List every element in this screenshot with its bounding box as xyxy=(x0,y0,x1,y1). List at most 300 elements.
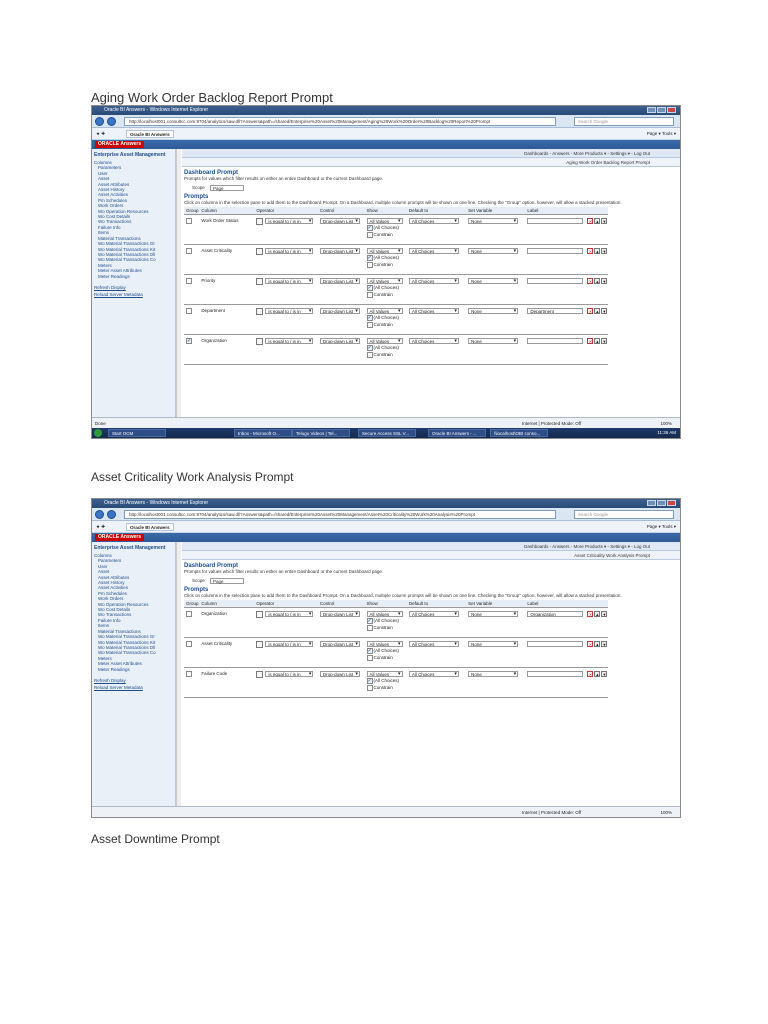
move-up-icon[interactable]: ▲ xyxy=(595,278,600,284)
default-cell xyxy=(407,304,466,334)
all-choices-option xyxy=(367,618,407,624)
operator-select[interactable]: is equal to / is in ▾ xyxy=(265,671,313,677)
control-select[interactable]: Drop-down List ▾ xyxy=(320,671,360,677)
set-variable-select[interactable]: None ▾ xyxy=(468,248,518,254)
all-choices-option xyxy=(367,285,407,291)
control-select[interactable]: Drop-down List ▾ xyxy=(320,278,360,284)
sidebar-folder-item[interactable]: Wo Operation Resources xyxy=(98,208,149,214)
constrain-checkbox[interactable] xyxy=(367,262,373,268)
control-cell xyxy=(318,304,365,334)
all-choices-checkbox[interactable] xyxy=(367,618,373,624)
zoom-level[interactable]: 100% xyxy=(660,421,672,426)
minimize-icon[interactable] xyxy=(647,500,656,506)
group-cell xyxy=(184,214,199,244)
delete-icon[interactable]: ✕ xyxy=(588,611,593,617)
page-tools-menu[interactable]: Page ▾ Tools ▾ xyxy=(646,524,676,529)
favorites-icon[interactable]: ★ ✚ xyxy=(96,131,106,136)
set-variable-cell xyxy=(466,637,525,667)
group-checkbox[interactable] xyxy=(186,278,192,284)
column-header: Column xyxy=(199,600,254,607)
label-cell xyxy=(525,637,608,667)
taskbar-item[interactable]: Inbox - Microsoft O... xyxy=(234,429,292,437)
label-cell xyxy=(525,244,608,274)
sidebar-folder-item[interactable]: Asset xyxy=(98,569,110,575)
delete-icon[interactable]: ✕ xyxy=(588,278,593,284)
show-select[interactable]: All Values ▾ xyxy=(367,641,403,647)
sidebar-folder-item[interactable]: Wo Material Transactions Dll xyxy=(98,251,156,257)
column-name: Asset Criticality xyxy=(201,247,233,253)
sidebar-folder-item[interactable]: Work Orders xyxy=(98,203,124,209)
maximize-icon[interactable] xyxy=(657,107,666,113)
show-select[interactable]: All Values ▾ xyxy=(367,248,403,254)
operator-select[interactable]: is equal to / is in ▾ xyxy=(265,308,313,314)
prompts-header-row xyxy=(184,600,608,607)
set-variable-select[interactable]: None ▾ xyxy=(468,308,518,314)
window-title-bar xyxy=(92,499,680,508)
sidebar-folder-item[interactable]: Material Transactions xyxy=(98,235,141,241)
move-down-icon[interactable]: ▼ xyxy=(602,278,607,284)
table-row xyxy=(184,607,608,637)
control-cell xyxy=(318,637,365,667)
control-cell xyxy=(318,667,365,697)
sidebar-folder-item[interactable]: Failure Info xyxy=(98,617,121,623)
obi-header xyxy=(92,140,680,149)
sidebar-folder-item[interactable]: Asset Activities xyxy=(98,192,129,198)
column-header: Group xyxy=(186,600,199,606)
constrain-checkbox[interactable] xyxy=(367,685,373,691)
column-header: Default to xyxy=(407,207,466,214)
delete-icon[interactable]: ✕ xyxy=(588,218,593,224)
search-input[interactable]: Search Google xyxy=(574,510,674,519)
sidebar-folder-item[interactable]: Wo Cost Details xyxy=(98,214,131,220)
table-row xyxy=(184,214,608,244)
close-icon[interactable] xyxy=(667,500,676,506)
column-name: Organization xyxy=(201,337,227,343)
heading-aging-work-order: Aging Work Order Backlog Report Prompt xyxy=(91,90,333,105)
obi-nav-links[interactable]: Dashboards - Answers - More Products ▾ - Settings ▾ - Log Out xyxy=(524,544,650,549)
move-up-icon[interactable]: ▲ xyxy=(595,641,600,647)
all-choices-label: (All Choices) xyxy=(373,314,400,320)
show-cell xyxy=(365,214,407,244)
prompts-header-row xyxy=(184,207,608,214)
sidebar-folder-item[interactable]: Asset Activities xyxy=(98,585,129,591)
maximize-icon[interactable] xyxy=(657,500,666,506)
set-variable-cell xyxy=(466,304,525,334)
formula-icon[interactable] xyxy=(256,218,263,225)
sidebar-folder-item[interactable]: Wo Material Transactions Co xyxy=(98,650,156,656)
operator-cell xyxy=(254,607,318,637)
constrain-option xyxy=(367,685,407,691)
refresh-display-link[interactable]: Refresh Display xyxy=(94,677,126,683)
show-select[interactable]: All Values ▾ xyxy=(367,218,403,224)
page-tools-menu[interactable]: Page ▾ Tools ▾ xyxy=(646,131,676,136)
show-select[interactable]: All Values ▾ xyxy=(367,671,403,677)
prompts-table xyxy=(184,600,608,698)
column-name: Department xyxy=(201,307,225,313)
sidebar-folder-item[interactable]: Wo Transactions xyxy=(98,612,132,618)
constrain-label: Constrain xyxy=(373,654,393,660)
dashboard-prompt-title: Dashboard Prompt xyxy=(184,563,239,569)
column-name: Asset Criticality xyxy=(201,640,233,646)
move-down-icon[interactable]: ▼ xyxy=(602,308,607,314)
operator-select[interactable]: is equal to / is in ▾ xyxy=(265,611,313,617)
all-choices-checkbox[interactable] xyxy=(367,648,373,654)
group-checkbox[interactable] xyxy=(186,641,192,647)
control-select[interactable]: Drop-down List ▾ xyxy=(320,338,360,344)
show-cell xyxy=(365,637,407,667)
start-button[interactable] xyxy=(94,429,102,437)
label-input[interactable]: Organization xyxy=(527,611,583,617)
all-choices-checkbox[interactable] xyxy=(367,315,373,321)
minimize-icon[interactable] xyxy=(647,107,656,113)
constrain-checkbox[interactable] xyxy=(367,655,373,661)
column-header: Set Variable xyxy=(466,600,525,607)
default-to-select[interactable]: All Choices ▾ xyxy=(409,671,459,677)
constrain-checkbox[interactable] xyxy=(367,625,373,631)
url-input[interactable]: http://localhost001.consultcc.com:9704/analytics/saw.dll?Answers&path=/shared/Enterprise%20Asset%20Management/Aging%20Work%20Order%20Backlog%20Report%20Prompt xyxy=(124,117,556,126)
all-choices-checkbox[interactable] xyxy=(367,225,373,231)
prompts-title: Prompts xyxy=(184,193,209,200)
taskbar-item[interactable]: Start OCM xyxy=(108,429,166,437)
operator-cell xyxy=(254,274,318,304)
all-choices-checkbox[interactable] xyxy=(367,345,373,351)
column-header: Show xyxy=(365,207,407,214)
sidebar-folder-item[interactable]: Pm Schedules xyxy=(98,197,128,203)
constrain-checkbox[interactable] xyxy=(367,232,373,238)
constrain-option xyxy=(367,625,407,631)
delete-icon[interactable]: ✕ xyxy=(588,248,593,254)
show-select[interactable]: All Values ▾ xyxy=(367,278,403,284)
move-down-icon[interactable]: ▼ xyxy=(602,248,607,254)
address-bar xyxy=(92,508,680,521)
show-cell xyxy=(365,304,407,334)
reload-metadata-link[interactable]: Reload Server Metadata xyxy=(94,292,143,298)
set-variable-select[interactable]: None ▾ xyxy=(468,641,518,647)
default-to-select[interactable]: All Choices ▾ xyxy=(409,218,459,224)
show-select[interactable]: All Values ▾ xyxy=(367,611,403,617)
taskbar-item[interactable]: Telugu Videos | Tel... xyxy=(292,429,350,437)
sidebar-folder-item[interactable]: Meter Asset Attributes xyxy=(98,661,142,667)
column-name: Organization xyxy=(201,610,227,616)
label-input[interactable] xyxy=(527,641,583,647)
constrain-checkbox[interactable] xyxy=(367,292,373,298)
sidebar-folder-item[interactable]: Wo Material Transactions Kit xyxy=(98,246,156,252)
constrain-label: Constrain xyxy=(373,684,393,690)
show-cell xyxy=(365,607,407,637)
taskbar-clock: 11:36 AM xyxy=(657,430,676,435)
all-choices-checkbox[interactable] xyxy=(367,285,373,291)
windows-taskbar xyxy=(92,428,680,438)
group-cell xyxy=(184,667,199,697)
show-select[interactable]: All Values ▾ xyxy=(367,338,403,344)
control-cell xyxy=(318,607,365,637)
prompts-table xyxy=(184,207,608,365)
default-cell xyxy=(407,667,466,697)
sidebar-folder-item[interactable]: Wo Material Transactions Kit xyxy=(98,639,156,645)
default-cell xyxy=(407,637,466,667)
show-select[interactable]: All Values ▾ xyxy=(367,308,403,314)
obi-header xyxy=(92,533,680,542)
default-to-select[interactable]: All Choices ▾ xyxy=(409,248,459,254)
table-row xyxy=(184,244,608,274)
formula-icon[interactable] xyxy=(256,671,263,678)
sidebar-folder-item[interactable]: Wo Cost Details xyxy=(98,607,131,613)
all-choices-checkbox[interactable] xyxy=(367,678,373,684)
constrain-label: Constrain xyxy=(373,231,393,237)
show-cell xyxy=(365,274,407,304)
back-icon[interactable] xyxy=(95,117,104,126)
delete-icon[interactable]: ✕ xyxy=(588,671,593,677)
group-checkbox[interactable] xyxy=(186,611,192,617)
move-down-icon[interactable]: ▼ xyxy=(602,671,607,677)
columns-folder[interactable]: Columns xyxy=(94,160,112,165)
sidebar-folder-item[interactable]: Items xyxy=(98,230,110,236)
status-bar xyxy=(92,806,680,817)
default-to-select[interactable]: All Choices ▾ xyxy=(409,611,459,617)
label-cell xyxy=(525,304,608,334)
column-name: Failure Code xyxy=(201,670,228,676)
column-cell xyxy=(199,667,254,697)
move-up-icon[interactable]: ▲ xyxy=(595,338,600,344)
sidebar-folder-item[interactable]: Wo Material Transactions Dll xyxy=(98,644,156,650)
operator-select[interactable]: is equal to / is in ▾ xyxy=(265,248,313,254)
sidebar-folder-item[interactable]: Wo Transactions xyxy=(98,219,132,225)
move-down-icon[interactable]: ▼ xyxy=(602,611,607,617)
column-header: Control xyxy=(318,207,365,214)
operator-cell xyxy=(254,244,318,274)
move-up-icon[interactable]: ▲ xyxy=(595,218,600,224)
group-cell xyxy=(184,607,199,637)
column-cell xyxy=(199,304,254,334)
selection-pane xyxy=(92,542,176,806)
browser-tab[interactable]: Oracle BI Answers xyxy=(126,523,174,531)
command-bar xyxy=(92,128,680,140)
all-choices-label: (All Choices) xyxy=(373,677,400,683)
sidebar-folder-item[interactable]: Wo Material Transactions Gr xyxy=(98,241,155,247)
set-variable-select[interactable]: None ▾ xyxy=(468,218,518,224)
taskbar-item[interactable]: \\localhost\OBI conso... xyxy=(490,429,548,437)
set-variable-select[interactable]: None ▾ xyxy=(468,671,518,677)
sidebar-folder-item[interactable]: User xyxy=(98,170,108,176)
window-title: Oracle BI Answers - Windows Internet Explorer xyxy=(104,500,209,506)
column-cell xyxy=(199,637,254,667)
move-down-icon[interactable]: ▼ xyxy=(602,218,607,224)
sidebar-folder-item[interactable]: Meters xyxy=(98,262,112,268)
group-checkbox[interactable] xyxy=(186,308,192,314)
label-cell xyxy=(525,667,608,697)
control-select[interactable]: Drop-down List ▾ xyxy=(320,308,360,314)
url-input[interactable]: http://localhost001.consultcc.com:9704/analytics/saw.dll?Answers&path=/shared/Enterprise%20Asset%20Management/Asset%20Criticality%20Work%20Analysis%20Prompt xyxy=(124,510,556,519)
links-bar xyxy=(182,149,680,158)
group-cell xyxy=(184,274,199,304)
sidebar-folder-item[interactable]: Asset Attributes xyxy=(98,574,130,580)
label-input[interactable] xyxy=(527,671,583,677)
constrain-label: Constrain xyxy=(373,624,393,630)
all-choices-option xyxy=(367,255,407,261)
sidebar-scrollbar[interactable] xyxy=(176,542,181,806)
formula-icon[interactable] xyxy=(256,278,263,285)
sidebar-folder-item[interactable]: User xyxy=(98,563,108,569)
constrain-option xyxy=(367,655,407,661)
all-choices-label: (All Choices) xyxy=(373,344,400,350)
all-choices-option xyxy=(367,225,407,231)
sidebar-folder-item[interactable]: Meter Asset Attributes xyxy=(98,268,142,274)
close-icon[interactable] xyxy=(667,107,676,113)
operator-cell xyxy=(254,637,318,667)
window-title-bar xyxy=(92,106,680,115)
screenshot-asset-criticality xyxy=(91,498,681,818)
formula-icon[interactable] xyxy=(256,611,263,618)
group-checkbox[interactable] xyxy=(186,248,192,254)
all-choices-option xyxy=(367,648,407,654)
constrain-checkbox[interactable] xyxy=(367,352,373,358)
operator-select[interactable]: is equal to / is in ▾ xyxy=(265,278,313,284)
move-down-icon[interactable]: ▼ xyxy=(602,338,607,344)
columns-folder[interactable]: Columns xyxy=(94,553,112,558)
constrain-checkbox[interactable] xyxy=(367,322,373,328)
subject-area-title: Enterprise Asset Management xyxy=(94,152,166,158)
constrain-option xyxy=(367,232,407,238)
group-checkbox[interactable] xyxy=(186,671,192,677)
column-header: Set Variable xyxy=(466,207,525,214)
sidebar-folder-item[interactable]: Meter Readings xyxy=(98,666,130,672)
delete-icon[interactable]: ✕ xyxy=(588,338,593,344)
sidebar-folder-item[interactable]: Work Orders xyxy=(98,596,124,602)
prompt-name: Asset Criticality Work Analysis Prompt xyxy=(574,553,650,558)
label-input[interactable] xyxy=(527,218,583,224)
label-input[interactable] xyxy=(527,338,583,344)
label-cell xyxy=(525,214,608,244)
group-checkbox[interactable] xyxy=(186,218,192,224)
prompt-editor xyxy=(182,542,680,806)
move-up-icon[interactable]: ▲ xyxy=(595,671,600,677)
default-to-select[interactable]: All Choices ▾ xyxy=(409,278,459,284)
taskbar-item[interactable]: Oracle BI Answers - ... xyxy=(428,429,486,437)
heading-asset-downtime: Asset Downtime Prompt xyxy=(91,832,220,846)
delete-icon[interactable]: ✕ xyxy=(588,308,593,314)
sidebar-folder-item[interactable]: Wo Operation Resources xyxy=(98,601,149,607)
sidebar-folder-item[interactable]: Asset Attributes xyxy=(98,181,130,187)
scope-select[interactable]: Page xyxy=(210,185,244,191)
label-cell xyxy=(525,334,608,364)
constrain-label: Constrain xyxy=(373,321,393,327)
default-cell xyxy=(407,274,466,304)
show-cell xyxy=(365,244,407,274)
dashboard-prompt-title: Dashboard Prompt xyxy=(184,170,239,176)
all-choices-label: (All Choices) xyxy=(373,284,400,290)
zoom-level[interactable]: 100% xyxy=(660,810,672,815)
default-to-select[interactable]: All Choices ▾ xyxy=(409,338,459,344)
default-to-select[interactable]: All Choices ▾ xyxy=(409,641,459,647)
prompt-name: Aging Work Order Backlog Report Prompt xyxy=(566,160,650,165)
show-cell xyxy=(365,334,407,364)
set-variable-select[interactable]: None ▾ xyxy=(468,278,518,284)
links-bar xyxy=(182,542,680,551)
sidebar-folder-item[interactable]: Parameters xyxy=(98,558,122,564)
sidebar-folder-item[interactable]: Meter Readings xyxy=(98,273,130,279)
formula-icon[interactable] xyxy=(256,641,263,648)
set-variable-select[interactable]: None ▾ xyxy=(468,611,518,617)
move-up-icon[interactable]: ▲ xyxy=(595,308,600,314)
prompt-editor xyxy=(182,149,680,417)
label-input[interactable] xyxy=(527,248,583,254)
control-select[interactable]: Drop-down List ▾ xyxy=(320,611,360,617)
browser-tab[interactable]: Oracle BI Answers xyxy=(126,130,174,138)
sidebar-folder-item[interactable]: Asset xyxy=(98,176,110,182)
table-row xyxy=(184,637,608,667)
reload-metadata-link[interactable]: Reload Server Metadata xyxy=(94,685,143,691)
column-header: Group xyxy=(186,207,199,213)
move-down-icon[interactable]: ▼ xyxy=(602,641,607,647)
control-select[interactable]: Drop-down List ▾ xyxy=(320,218,360,224)
control-select[interactable]: Drop-down List ▾ xyxy=(320,641,360,647)
delete-icon[interactable]: ✕ xyxy=(588,641,593,647)
formula-icon[interactable] xyxy=(256,248,263,255)
set-variable-cell xyxy=(466,667,525,697)
sidebar-folder-item[interactable]: Asset History xyxy=(98,580,125,586)
sidebar-folder-item[interactable]: Meters xyxy=(98,655,112,661)
operator-cell xyxy=(254,334,318,364)
default-cell xyxy=(407,607,466,637)
table-row xyxy=(184,274,608,304)
taskbar-item[interactable]: Secure Access SSL V... xyxy=(358,429,416,437)
label-cell xyxy=(525,274,608,304)
forward-icon[interactable] xyxy=(107,117,116,126)
set-variable-cell xyxy=(466,334,525,364)
sidebar-folder-item[interactable]: Material Transactions xyxy=(98,628,141,634)
sidebar-scrollbar[interactable] xyxy=(176,149,181,417)
obi-nav-links[interactable]: Dashboards - Answers - More Products ▾ - Settings ▾ - Log Out xyxy=(524,151,650,156)
sidebar-folder-item[interactable]: Wo Material Transactions Gr xyxy=(98,634,155,640)
operator-select[interactable]: is equal to / is in ▾ xyxy=(265,641,313,647)
control-select[interactable]: Drop-down List ▾ xyxy=(320,248,360,254)
default-to-select[interactable]: All Choices ▾ xyxy=(409,308,459,314)
move-up-icon[interactable]: ▲ xyxy=(595,248,600,254)
all-choices-label: (All Choices) xyxy=(373,647,400,653)
column-header: Default to xyxy=(407,600,466,607)
favorites-icon[interactable]: ★ ✚ xyxy=(96,524,106,529)
scope-select[interactable]: Page xyxy=(210,578,244,584)
operator-select[interactable]: is equal to / is in ▾ xyxy=(265,338,313,344)
forward-icon[interactable] xyxy=(107,510,116,519)
operator-select[interactable]: is equal to / is in ▾ xyxy=(265,218,313,224)
group-checkbox[interactable] xyxy=(186,338,192,344)
label-input[interactable]: Department xyxy=(527,308,583,314)
formula-icon[interactable] xyxy=(256,308,263,315)
set-variable-select[interactable]: None ▾ xyxy=(468,338,518,344)
group-cell xyxy=(184,334,199,364)
sidebar-folder-item[interactable]: Pm Schedules xyxy=(98,590,128,596)
back-icon[interactable] xyxy=(95,510,104,519)
move-up-icon[interactable]: ▲ xyxy=(595,611,600,617)
sidebar-folder-item[interactable]: Asset History xyxy=(98,187,125,193)
sidebar-folder-item[interactable]: Parameters xyxy=(98,165,122,171)
control-cell xyxy=(318,244,365,274)
group-cell xyxy=(184,637,199,667)
constrain-option xyxy=(367,262,407,268)
search-input[interactable]: Search Google xyxy=(574,117,674,126)
all-choices-option xyxy=(367,678,407,684)
sidebar-folder-item[interactable]: Failure Info xyxy=(98,224,121,230)
all-choices-checkbox[interactable] xyxy=(367,255,373,261)
formula-icon[interactable] xyxy=(256,338,263,345)
sidebar-folder-item[interactable]: Wo Material Transactions Co xyxy=(98,257,156,263)
refresh-display-link[interactable]: Refresh Display xyxy=(94,284,126,290)
constrain-option xyxy=(367,352,407,358)
all-choices-label: (All Choices) xyxy=(373,617,400,623)
sidebar-folder-item[interactable]: Items xyxy=(98,623,110,629)
label-input[interactable] xyxy=(527,278,583,284)
